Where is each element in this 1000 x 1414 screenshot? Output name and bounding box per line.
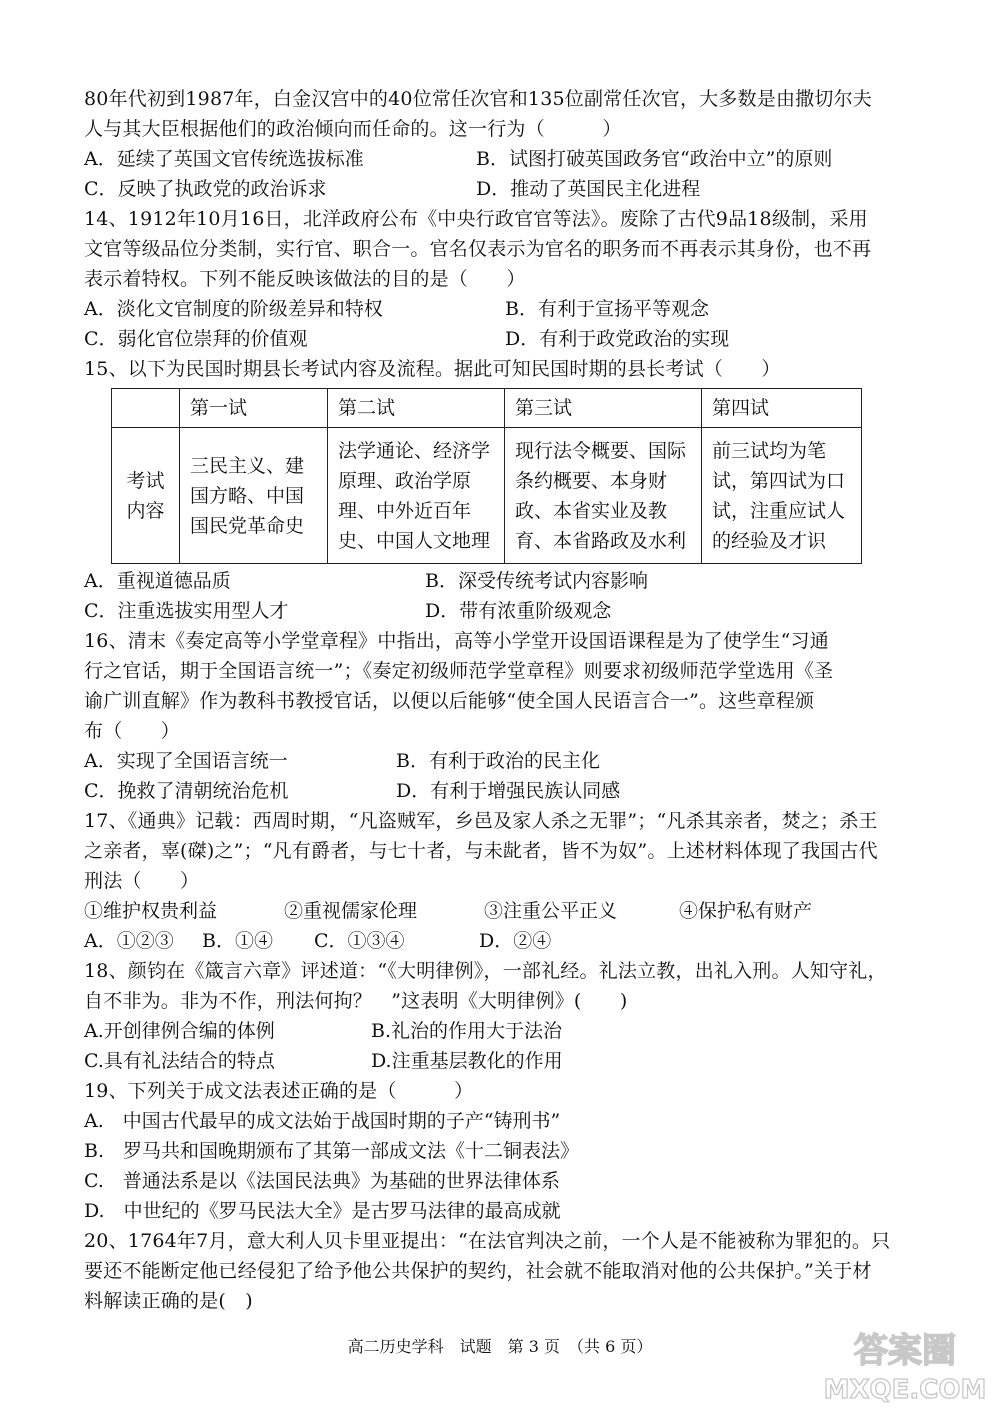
table-row: [112, 428, 862, 564]
q13-line-1: 80年代初到1987年，白金汉宫中的40位常任次官和135位副常任次官，大多数是由撒切尔夫: [84, 88, 872, 110]
q14-option-d: D．有利于政党政治的实现: [505, 328, 730, 350]
watermark-top-text: 答案圈: [854, 1331, 956, 1371]
q18-line-2: 自不非为。非为不作，刑法何拘？ ”这表明《大明律例》( ): [84, 990, 628, 1012]
q17-item-3: ③注重公平正义: [484, 900, 618, 922]
q17-option-d: D．②④: [479, 930, 552, 952]
q16-option-a: A．实现了全国语言统一: [84, 750, 288, 772]
table-cell: 法学通论、经济学原理、政治学原理、中外近百年史、中国人文地理: [328, 428, 505, 564]
table-row-label: 考试内容: [112, 428, 180, 564]
q18-option-c: C.具有礼法结合的特点: [84, 1050, 275, 1072]
q17-line-1: 17、《通典》记载：西周时期，“凡盗贼军，乡邑及家人杀之无罪”；“凡杀其亲者，焚之；杀王: [84, 810, 878, 832]
q16-line-1: 16、清末《奏定高等小学堂章程》中指出，高等小学堂开设国语课程是为了使学生“习通: [84, 630, 829, 652]
q17-option-c: C．①③④: [314, 930, 405, 952]
table-header-cell: 第四试: [702, 389, 862, 428]
q13-option-c: C．反映了执政党的政治诉求: [84, 178, 327, 200]
table-header-cell: 第二试: [328, 389, 505, 428]
q15-option-c: C．注重选拔实用型人才: [84, 600, 289, 622]
q16-line-2: 行之官话，期于全国语言统一”；《奏定初级师范学堂章程》则要求初级师范学堂选用《圣: [84, 660, 834, 682]
q14-option-a: A．淡化文官制度的阶级差异和特权: [84, 298, 383, 320]
table-header-cell: [112, 389, 180, 428]
table-cell: 三民主义、建国方略、中国国民党革命史: [180, 428, 328, 564]
q16-line-3: 谕广训直解》作为教科书教授官话，以便以后能够“使全国人民语言合一”。这些章程颁: [84, 690, 815, 712]
watermark-bottom-text: MXQE.COM: [823, 1375, 987, 1405]
q14-option-b: B．有利于宣扬平等观念: [505, 298, 709, 320]
q16-line-4: 布（ ）: [84, 720, 181, 742]
table-header-cell: 第三试: [505, 389, 702, 428]
q19-option-a: A. 中国古代最早的成文法始于战国时期的子产“铸刑书”: [84, 1110, 561, 1132]
q19-option-d: D. 中世纪的《罗马民法大全》是古罗马法律的最高成就: [84, 1200, 561, 1222]
q16-option-c: C．挽救了清朝统治危机: [84, 780, 289, 802]
q16-option-b: B．有利于政治的民主化: [396, 750, 600, 772]
q18-option-b: B.礼治的作用大于法治: [371, 1020, 563, 1042]
county-exam-table: [111, 388, 862, 564]
q18-line-1: 18、颜钧在《箴言六章》评述道：“《大明律例》，一部礼经。礼法立教，出礼入刑。人知守礼，: [84, 960, 887, 982]
q17-option-a: A．①②③: [84, 930, 174, 952]
q18-option-d: D.注重基层教化的作用: [371, 1050, 563, 1072]
watermark-logo: [820, 1322, 990, 1406]
q17-line-3: 刑法（ ）: [84, 870, 200, 892]
q15-option-a: A．重视道德品质: [84, 570, 231, 592]
q20-line-3: 料解读正确的是( ): [84, 1290, 253, 1312]
q13-line-2: 人与其大臣根据他们的政治倾向而任命的。这一行为（ ）: [84, 118, 622, 140]
q20-line-2: 要还不能断定他已经侵犯了给予他公共保护的契约，社会就不能取消对他的公共保护。”关于材: [84, 1260, 872, 1282]
q17-option-b: B．①④: [202, 930, 273, 952]
q15-option-b: B．深受传统考试内容影响: [425, 570, 648, 592]
table-header-row: [112, 389, 862, 428]
table-cell: 现行法令概要、国际条约概要、本身财政、本省实业及教育、本省路政及水利: [505, 428, 702, 564]
q14-line-2: 文官等级品位分类制，实行官、职合一。官名仅表示为官名的职务而不再表示其身份，也不再: [84, 238, 872, 260]
q13-option-d: D．推动了英国民主化进程: [476, 178, 701, 200]
q17-item-4: ④保护私有财产: [679, 900, 813, 922]
q14-line-1: 14、1912年10月16日，北洋政府公布《中央行政官官等法》。废除了古代9品18级制，采用: [84, 208, 868, 230]
q19-option-c: C. 普通法系是以《法国民法典》为基础的世界法律体系: [84, 1170, 560, 1192]
page-footer: 高二历史学科 试题 第 3 页 （共 6 页）: [347, 1337, 653, 1356]
q18-option-a: A.开创律例合编的体例: [84, 1020, 275, 1042]
q17-item-2: ②重视儒家伦理: [284, 900, 418, 922]
table-header-cell: 第一试: [180, 389, 328, 428]
q19-option-b: B. 罗马共和国晚期颁布了其第一部成文法《十二铜表法》: [84, 1140, 580, 1162]
q17-item-1: ①维护权贵利益: [84, 900, 218, 922]
table-cell: 前三试均为笔试，第四试为口试，注重应试人的经验及才识: [702, 428, 862, 564]
q20-line-1: 20、1764年7月，意大利人贝卡里亚提出：“在法官判决之前，一个人是不能被称为罪犯的。只: [84, 1230, 891, 1252]
q13-option-a: A．延续了英国文官传统选拔标准: [84, 148, 364, 170]
q19-line-1: 19、下列关于成文法表述正确的是（ ）: [84, 1080, 474, 1102]
q14-option-c: C．弱化官位崇拜的价值观: [84, 328, 308, 350]
q14-line-3: 表示着特权。下列不能反映该做法的目的是（ ）: [84, 268, 526, 290]
q16-option-d: D．有利于增强民族认同感: [396, 780, 621, 802]
q13-option-b: B．试图打破英国政务官“政治中立”的原则: [476, 148, 833, 170]
q15-line-1: 15、以下为民国时期县长考试内容及流程。据此可知民国时期的县长考试（ ）: [84, 358, 781, 380]
q15-option-d: D．带有浓重阶级观念: [425, 600, 612, 622]
q17-line-2: 之亲者，辜(磔)之”；“凡有爵者，与七十者，与未龀者，皆不为奴”。上述材料体现了我国古代: [84, 840, 878, 862]
